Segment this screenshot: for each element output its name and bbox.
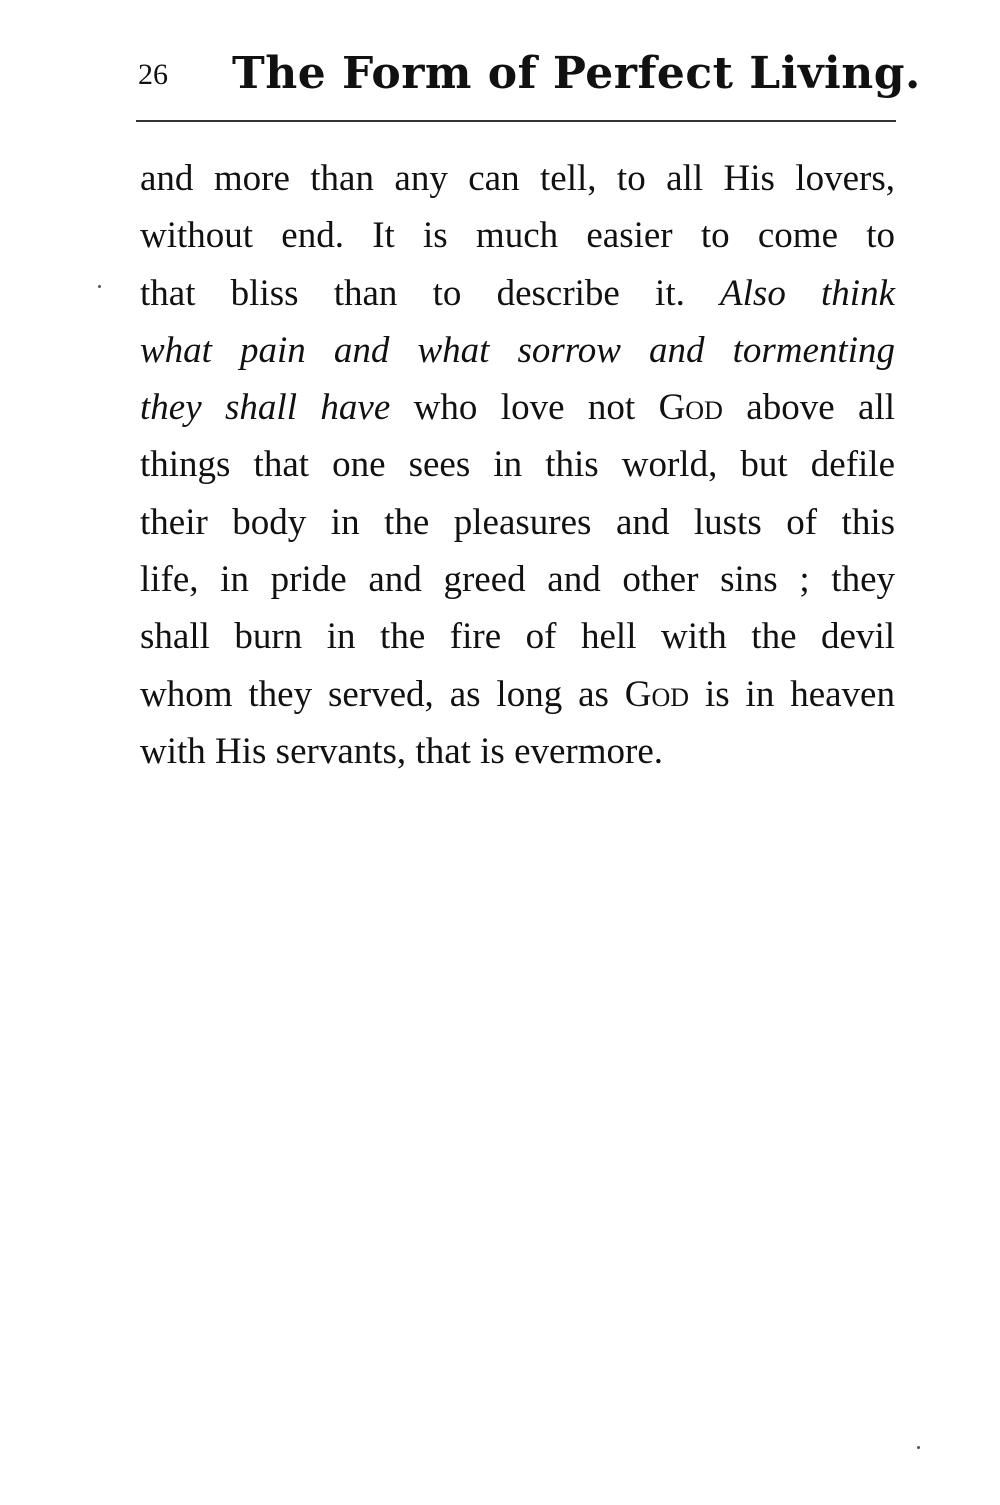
- body-paragraph: [140, 150, 895, 780]
- page-number: 26: [138, 58, 168, 91]
- text-line: [140, 666, 895, 723]
- running-title: The Form of Perfect Living.: [232, 48, 921, 99]
- text-run: whom they served, as long as: [140, 673, 625, 715]
- text-line: life, in pride and greed and other sins ; they: [140, 559, 895, 601]
- text-run: that bliss than to describe it.: [140, 272, 721, 314]
- italic-run: they shall have: [140, 387, 391, 429]
- scan-speck: [917, 1446, 920, 1449]
- header-rule: [136, 120, 896, 122]
- text-run: is in heaven: [689, 673, 895, 715]
- italic-run: Also think: [720, 272, 895, 314]
- text-line: shall burn in the fire of hell with the devil: [140, 616, 895, 658]
- text-line: [140, 265, 895, 322]
- text-line: with His servants, that is evermore.: [140, 730, 664, 772]
- text-line: their body in the pleasures and lusts of this: [140, 501, 895, 543]
- text-run: above all: [722, 387, 895, 429]
- small-caps-run: God: [624, 673, 690, 715]
- text-run: who love not: [390, 387, 659, 429]
- italic-line: what pain and what sorrow and tormenting: [140, 329, 895, 371]
- scan-speck: [98, 285, 101, 288]
- text-line: and more than any can tell, to all His lovers,: [140, 158, 895, 199]
- text-line: without end. It is much easier to come to: [140, 215, 895, 257]
- text-line: things that one sees in this world, but defile: [140, 444, 895, 486]
- text-line: [140, 379, 895, 436]
- small-caps-run: God: [658, 387, 723, 429]
